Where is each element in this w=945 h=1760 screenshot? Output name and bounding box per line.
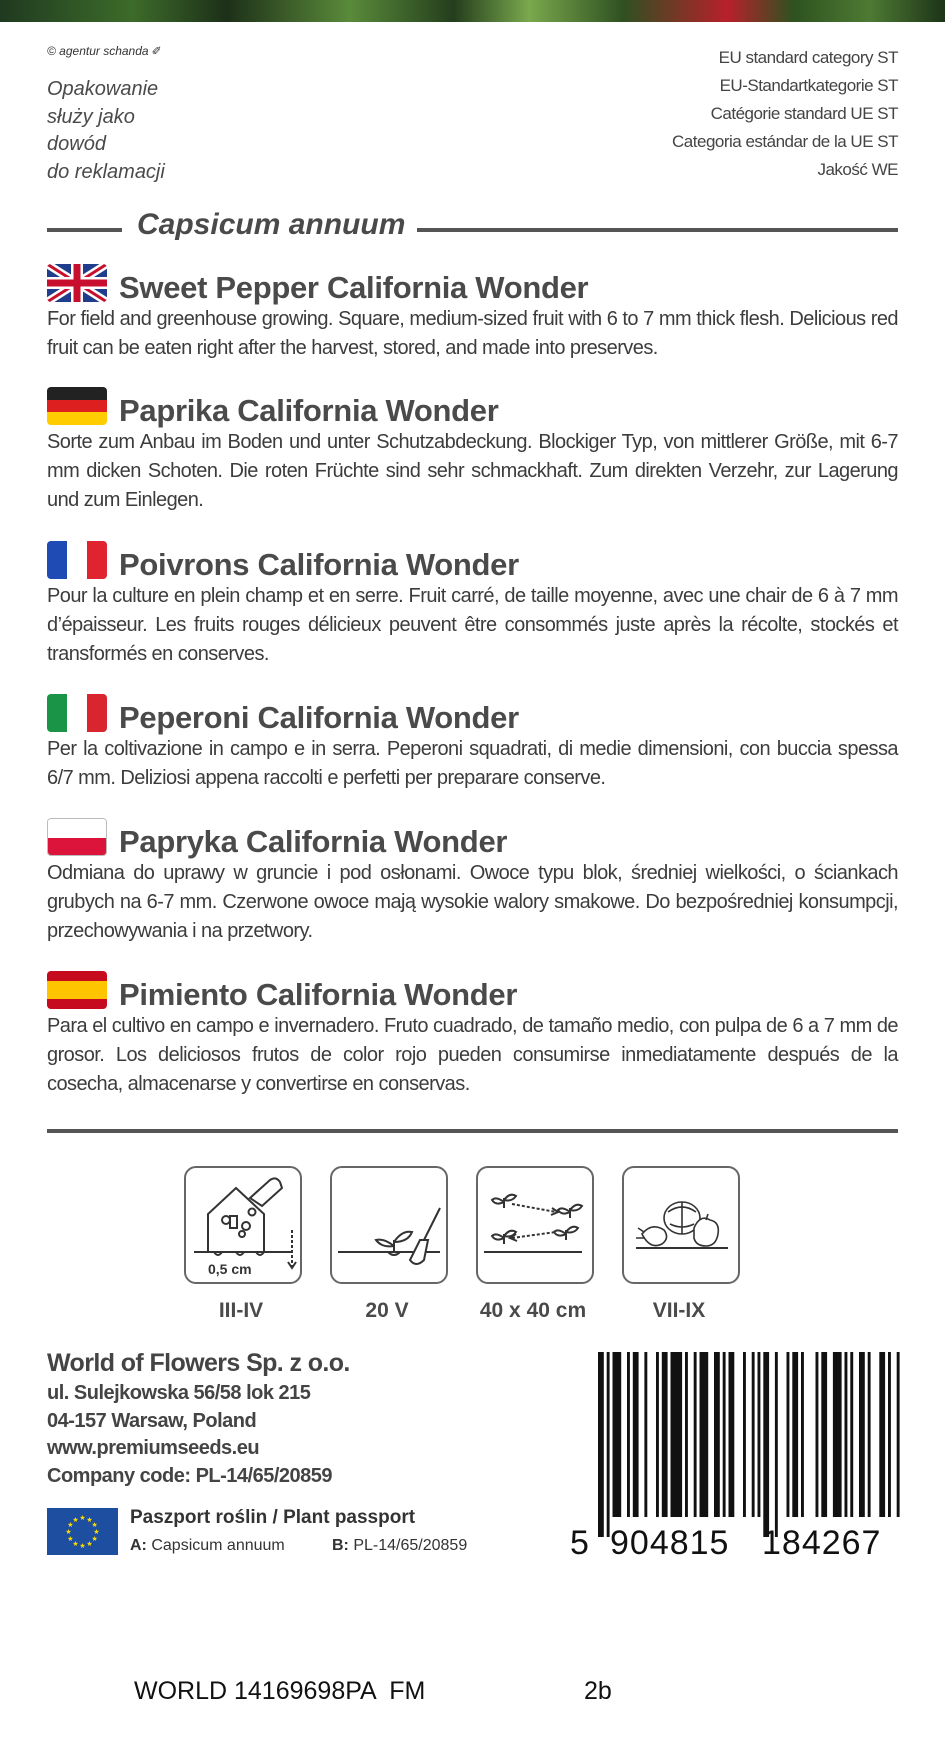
barcode-bar	[743, 1352, 746, 1517]
barcode-bar	[868, 1352, 871, 1517]
barcode-bar	[662, 1352, 668, 1517]
flag-france-icon	[47, 541, 107, 579]
product-photo-strip	[0, 0, 945, 22]
company-address-city: 04-157 Warsaw, Poland	[47, 1409, 257, 1432]
barcode-bar	[700, 1352, 709, 1517]
ean-barcode	[570, 1352, 900, 1557]
planting-outdoor-icon	[330, 1166, 448, 1284]
complaint-line: służy jako	[47, 105, 135, 128]
section-description: Sorte zum Anbau im Boden und unter Schutzabdeckung. Blockiger Typ, von mittlerer Größe, mit 6-7 mm dicken Schoten. Die roten Früchte sind sehr schmackhaft. Zum direkten Verzehr, zur Lagerung und zum Einlegen.	[47, 431, 898, 511]
section-polish	[47, 818, 898, 946]
section-english	[47, 264, 898, 363]
eu-star-icon: ★	[79, 1543, 86, 1550]
section-description: Odmiana do uprawy w gruncie i pod osłonami. Owoce typu blok, średniej wielkości, o ściankach grubych na 6-7 mm. Czerwone owoce mają wysokie walory smakowe. Do bezpośredniej konsumpcji, przechowywania i na przetwory.	[47, 862, 898, 942]
section-title: Sweet Pepper California Wonder	[119, 270, 589, 305]
barcode-bar	[816, 1352, 819, 1517]
plant-spacing-icon	[476, 1166, 594, 1284]
harvest-icon	[622, 1166, 740, 1284]
barcode-bar	[694, 1352, 697, 1517]
sowing-period-label: III-IV	[218, 1299, 264, 1322]
barcode-digits-left: 904815	[610, 1524, 730, 1557]
barcode-bar	[627, 1352, 630, 1517]
plant-passport	[47, 1505, 467, 1565]
barcode-bar	[859, 1352, 865, 1517]
passport-title: Paszport roślin / Plant passport	[130, 1507, 416, 1528]
barcode-bar	[763, 1352, 769, 1537]
section-title: Paprika California Wonder	[119, 393, 499, 428]
category-line: EU-Standartkategorie ST	[719, 76, 898, 95]
eu-star-icon: ★	[86, 1541, 93, 1549]
divider-bottom	[47, 1129, 898, 1133]
flag-italy-icon	[47, 694, 107, 732]
section-description: Per la coltivazione in campo e in serra. Peperoni squadrati, di medie dimensioni, con buccia spessa 6/7 mm. Deliziosi appena raccolti e perfetti per preparare conserve.	[47, 738, 898, 789]
category-line: Jakość WE	[817, 160, 898, 179]
company-code: Company code: PL-14/65/20859	[47, 1464, 333, 1487]
complaint-line: Opakowanie	[47, 78, 159, 100]
eu-star-icon: ★	[65, 1529, 72, 1536]
barcode-bar	[671, 1352, 683, 1517]
harvest-period-label: VII-IX	[652, 1299, 706, 1322]
section-title: Pimiento California Wonder	[119, 977, 518, 1012]
company-name: World of Flowers Sp. z o.o.	[47, 1349, 350, 1377]
print-version: 2b	[584, 1677, 612, 1705]
barcode-bar	[821, 1352, 827, 1517]
section-german	[47, 387, 898, 515]
planting-date-label: 20 V	[365, 1299, 409, 1322]
barcode-bar	[752, 1352, 755, 1517]
print-code: WORLD 14169698PA FM	[134, 1677, 426, 1705]
section-title: Poivrons California Wonder	[119, 547, 519, 582]
barcode-bar	[879, 1352, 885, 1517]
section-title: Papryka California Wonder	[119, 824, 508, 859]
sowing-greenhouse-icon	[184, 1166, 302, 1284]
barcode-bar	[656, 1352, 659, 1517]
barcode-bar	[897, 1352, 900, 1517]
barcode-bar	[607, 1352, 610, 1537]
copyright-notice	[47, 44, 162, 58]
eu-star-icon: ★	[67, 1536, 74, 1543]
section-title: Peperoni California Wonder	[119, 700, 519, 735]
barcode-bar	[775, 1352, 778, 1537]
section-description: For field and greenhouse growing. Square, medium-sized fruit with 6 to 7 mm thick flesh. Delicious red fruit can be eaten right after the harvest, stored, and made into preserves.	[47, 308, 898, 359]
section-french	[47, 541, 898, 669]
eu-flag-icon	[47, 1508, 118, 1555]
flag-poland-icon	[47, 818, 107, 856]
company-info	[47, 1346, 350, 1490]
barcode-bar	[850, 1352, 853, 1517]
eu-star-icon: ★	[79, 1515, 86, 1522]
company-address-street: ul. Sulejkowska 56/58 lok 215	[47, 1382, 311, 1404]
sowing-depth-label: 0,5 cm	[208, 1261, 252, 1277]
signature-icon: ✐	[151, 44, 162, 58]
barcode-bar	[598, 1352, 604, 1537]
section-spanish	[47, 971, 898, 1099]
section-description: Para el cultivo en campo e invernadero. Fruto cuadrado, de tamaño medio, con pulpa de 6 a 7 mm de grosor. Los deliciosos frutos de color rojo pueden consumirse inmediatamente después de la cosecha, almacenarse y convertirse en conservas.	[47, 1015, 898, 1095]
company-website: www.premiumseeds.eu	[47, 1437, 260, 1459]
barcode-bar	[723, 1352, 726, 1517]
complaint-line: dowód	[47, 133, 106, 155]
latin-name-row	[47, 206, 898, 246]
barcode-bar	[685, 1352, 688, 1517]
complaint-line: do reklamacji	[47, 160, 165, 183]
eu-star-icon: ★	[72, 1541, 79, 1549]
flag-uk-icon	[47, 264, 107, 302]
divider-right	[417, 228, 898, 232]
eu-star-icon: ★	[86, 1516, 93, 1524]
passport-registration-number: B: PL-14/65/20859	[332, 1537, 468, 1554]
passport-botanical-name: A: Capsicum annuum	[130, 1537, 285, 1554]
divider-left	[47, 228, 122, 232]
flag-spain-icon	[47, 971, 107, 1009]
barcode-bar	[787, 1352, 790, 1517]
standard-categories	[672, 44, 898, 184]
barcode-bar	[644, 1352, 647, 1517]
barcode-bar	[792, 1352, 798, 1517]
flag-germany-icon	[47, 387, 107, 425]
section-description: Pour la culture en plein champ et en serre. Fruit carré, de taille moyenne, avec une chair de 6 à 7 mm d’épaisseur. Les fruits rouges délicieux peuvent être consommés juste après la récolte, stockés et transformés en conserves.	[47, 585, 898, 665]
barcode-bar	[729, 1352, 735, 1517]
barcode-digits-right: 184267	[762, 1524, 882, 1557]
barcode-bar	[613, 1352, 622, 1517]
barcode-bar	[801, 1352, 804, 1517]
copyright-text: © agentur schanda	[47, 44, 149, 58]
latin-name: Capsicum annuum	[137, 208, 406, 241]
category-line: EU standard category ST	[718, 48, 898, 67]
barcode-bar	[888, 1352, 891, 1517]
plant-spacing-label: 40 x 40 cm	[479, 1299, 587, 1322]
barcode-bar	[714, 1352, 720, 1517]
complaint-note	[47, 76, 165, 186]
eu-star-icon: ★	[93, 1529, 100, 1536]
category-line: Categoria estándar de la UE ST	[672, 132, 898, 151]
barcode-bar	[758, 1352, 761, 1517]
section-italian	[47, 694, 898, 793]
eu-star-icon: ★	[91, 1536, 98, 1543]
category-line: Catégorie standard UE ST	[710, 104, 898, 123]
barcode-bar	[633, 1352, 639, 1517]
barcode-digit-first: 5	[570, 1524, 589, 1557]
barcode-bar	[845, 1352, 848, 1517]
eu-star-icon: ★	[72, 1516, 79, 1524]
barcode-bar	[833, 1352, 842, 1517]
eu-star-icon: ★	[91, 1522, 98, 1529]
eu-star-icon: ★	[67, 1522, 74, 1529]
